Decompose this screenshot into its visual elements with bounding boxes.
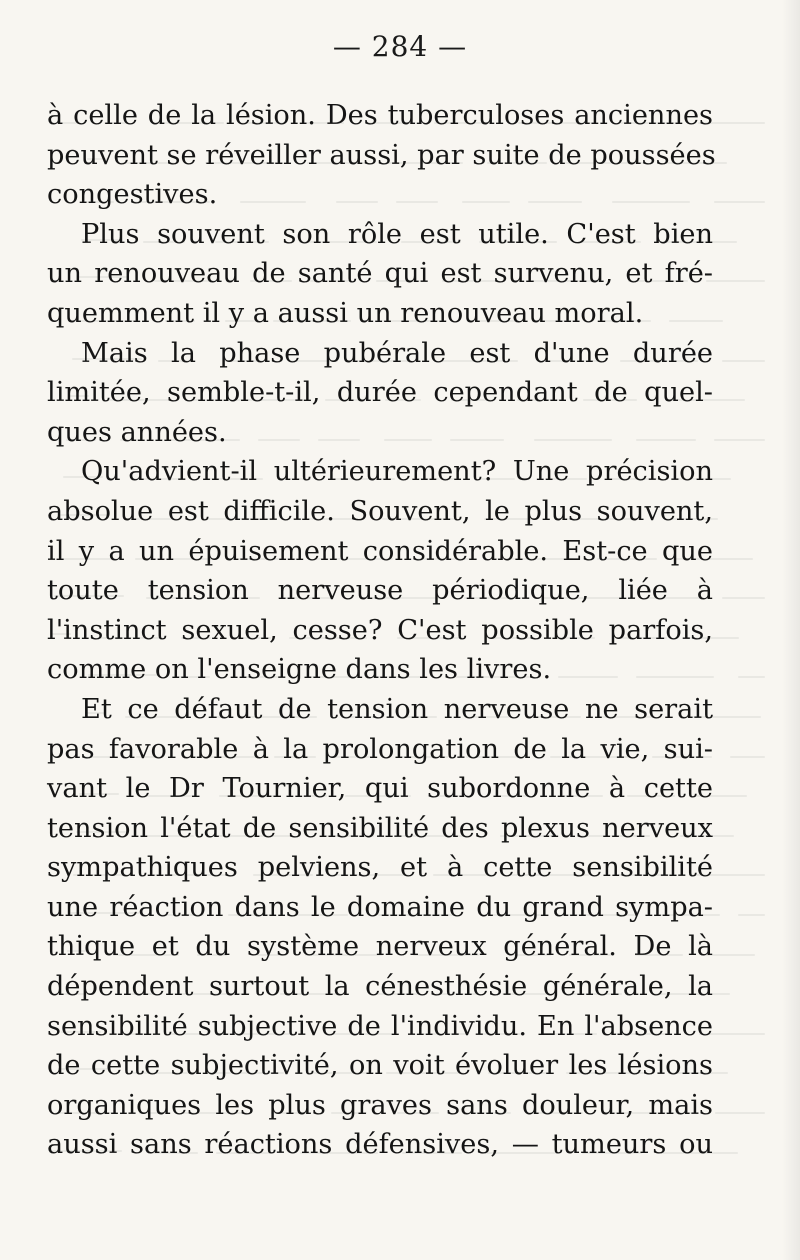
text-line: sensibilité subjective de l'individu. En l'absence bbox=[47, 1010, 713, 1042]
bleed-stroke bbox=[738, 914, 765, 916]
text-line: absolue est difficile. Souvent, le plus souvent, bbox=[47, 495, 713, 527]
bleed-stroke bbox=[706, 280, 765, 282]
bleed-stroke bbox=[722, 360, 765, 362]
text-line: une réaction dans le domaine du grand sympa- bbox=[47, 891, 713, 923]
page-edge-shadow bbox=[782, 0, 800, 1260]
bleed-stroke bbox=[730, 756, 765, 758]
text-line: toute tension nerveuse périodique, liée à bbox=[47, 575, 713, 607]
text-line: un renouveau de santé qui est survenu, et fré- bbox=[47, 258, 713, 290]
bleed-stroke bbox=[714, 439, 765, 441]
text-line: limitée, semble-t-il, durée cependant de quel- bbox=[47, 377, 713, 409]
text-line: de cette subjectivité, on voit évoluer les lésions bbox=[47, 1050, 713, 1082]
text-line: tension l'état de sensibilité des plexus nerveux bbox=[47, 812, 713, 844]
text-line: peuvent se réveiller aussi, par suite de poussées bbox=[47, 139, 716, 171]
bleed-stroke bbox=[738, 676, 765, 678]
text-line: Et ce défaut de tension nerveuse ne serait bbox=[81, 693, 713, 725]
text-line: Qu'advient-il ultérieurement? Une précision bbox=[81, 456, 713, 488]
text-line: comme on l'enseigne dans les livres. bbox=[47, 654, 552, 686]
body-text bbox=[47, 96, 716, 1165]
text-line: Plus souvent son rôle est utile. C'est bien bbox=[81, 218, 713, 250]
text-line: il y a un épuisement considérable. Est-ce que bbox=[47, 535, 713, 567]
text-line: organiques les plus graves sans douleur, mais bbox=[47, 1089, 713, 1121]
text-line: Mais la phase pubérale est d'une durée bbox=[81, 337, 713, 369]
text-line: quemment il y a aussi un renouveau moral. bbox=[47, 297, 644, 329]
bleed-stroke bbox=[722, 597, 765, 599]
bleed-stroke bbox=[715, 1112, 765, 1114]
text-line: à celle de la lésion. Des tuberculoses anciennes bbox=[47, 100, 713, 131]
text-line: sympathiques pelviens, et à cette sensibilité bbox=[47, 852, 713, 884]
text-line: l'instinct sexuel, cesse? C'est possible parfois, bbox=[47, 614, 713, 646]
text-line: vant le Dr Tournier, qui subordonne à cette bbox=[47, 773, 713, 805]
bleed-stroke bbox=[714, 201, 765, 203]
page-number: — 284 — bbox=[332, 30, 468, 63]
text-line: pas favorable à la prolongation de la vie, sui- bbox=[47, 733, 713, 765]
text-line: dépendent surtout la cénesthésie générale, la bbox=[47, 971, 713, 1003]
text-line: congestives. bbox=[47, 179, 218, 211]
text-line: thique et du système nerveux général. De là bbox=[47, 931, 713, 963]
text-line: ques années. bbox=[47, 416, 227, 448]
text-line: aussi sans réactions défensives, — tumeurs ou bbox=[47, 1129, 713, 1161]
